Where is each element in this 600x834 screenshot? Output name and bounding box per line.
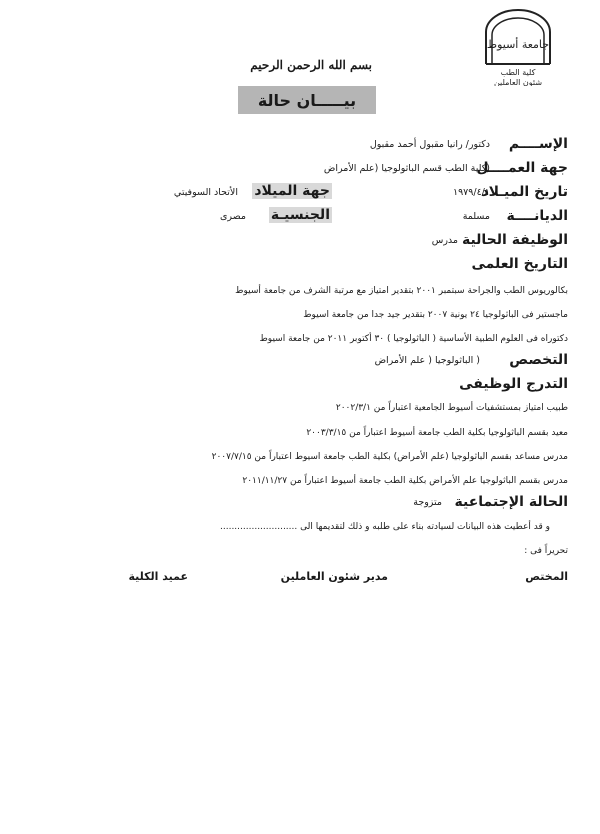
religion-value: مسلمة [462, 211, 490, 222]
basmala: بسم الله الرحمن الرحيم [250, 58, 372, 72]
birthplace-label: جهة الميلاد [254, 183, 330, 199]
current-job-label: الوظيفة الحالية [461, 232, 568, 248]
career-progression-label: التدرج الوظيفى [459, 376, 568, 392]
marital-status-label: الحالة الإجتماعية [454, 494, 568, 510]
logo-text-faculty: كلية الطب [500, 68, 536, 77]
name-label: الإســــم [508, 136, 568, 152]
academic-line-master: ماجستير فى الباثولوجيا ٢٤ يونية ٢٠٠٧ بتقدير جيد جدا من جامعة اسيوط [303, 310, 568, 320]
signature-specialist: المختص [525, 570, 568, 583]
workplace-value: (كلية الطب قسم الباثولوجيا (علم الأمراض [323, 163, 490, 174]
birthdate-label: تاريخ الميـلاد [481, 184, 568, 200]
academic-line-bachelor: بكالوريوس الطب والجراحة سبتمبر ٢٠٠١ بتقدير امتياز مع مرتبة الشرف من جامعة أسيوط [235, 286, 568, 296]
religion-label: الديانــــة [506, 208, 568, 224]
signature-dean: عميد الكلية [128, 570, 188, 583]
title-box [238, 86, 376, 114]
name-value: دكتور/ رانيا مقبول أحمد مقبول [369, 139, 490, 150]
specialty-label: التخصص [509, 352, 568, 368]
specialty-value: ( الباثولوجيا ( علم الأمراض [374, 355, 480, 366]
academic-history-label: التاريخ العلمى [471, 256, 568, 272]
birthplace-value: الأتحاد السوفيتي [173, 187, 238, 198]
academic-line-doctorate: دكتوراه فى العلوم الطبية الأساسية ( الباثولوجيا ) ٣٠ أكتوبر ٢٠١١ من جامعة اسيوط [259, 334, 568, 344]
signature-personnel-manager: مدير شئون العاملين [280, 570, 388, 583]
logo-text-university: جامعة أسيوط [486, 38, 550, 51]
current-job-value: مدرس [431, 235, 458, 246]
document-title: بيـــــان حالة [257, 90, 357, 110]
marital-status-value: متزوجة [413, 497, 442, 508]
career-line-assistant-lecturer: مدرس مساعد بقسم الباثولوجيا (علم الأمراض) بكلية الطب جامعة اسيوط اعتباراً من ٢٠٠٧/٧/١٥ [211, 452, 568, 462]
nationality-value: مصرى [219, 211, 246, 222]
issue-date-line: تحريراً فى : [524, 546, 568, 556]
career-line-intern: طبيب امتياز بمستشفيات أسيوط الجامعية اعتباراً من ٢٠٠٢/٣/١ [335, 403, 568, 413]
university-logo [478, 8, 558, 86]
career-line-demonstrator: معيد بقسم الباثولوجيا بكلية الطب جامعة أسيوط اعتباراً من ٢٠٠٣/٣/١٥ [306, 428, 568, 438]
closing-statement: و قد أعطيت هذه البيانات لسيادته بناء على طلبه و ذلك لتقديمها الى ........................... [220, 522, 550, 532]
birthdate-value: ١٩٧٩/٤/١ [452, 187, 490, 198]
workplace-label: جهة العمــــل [476, 160, 568, 176]
logo-text-department: شئون العاملين [493, 78, 543, 86]
career-line-lecturer: مدرس بقسم الباثولوجيا علم الأمراض بكلية الطب جامعة أسيوط اعتباراً من ٢٠١١/١١/٢٧ [242, 476, 568, 486]
nationality-label: الجنسيـة [270, 207, 330, 223]
